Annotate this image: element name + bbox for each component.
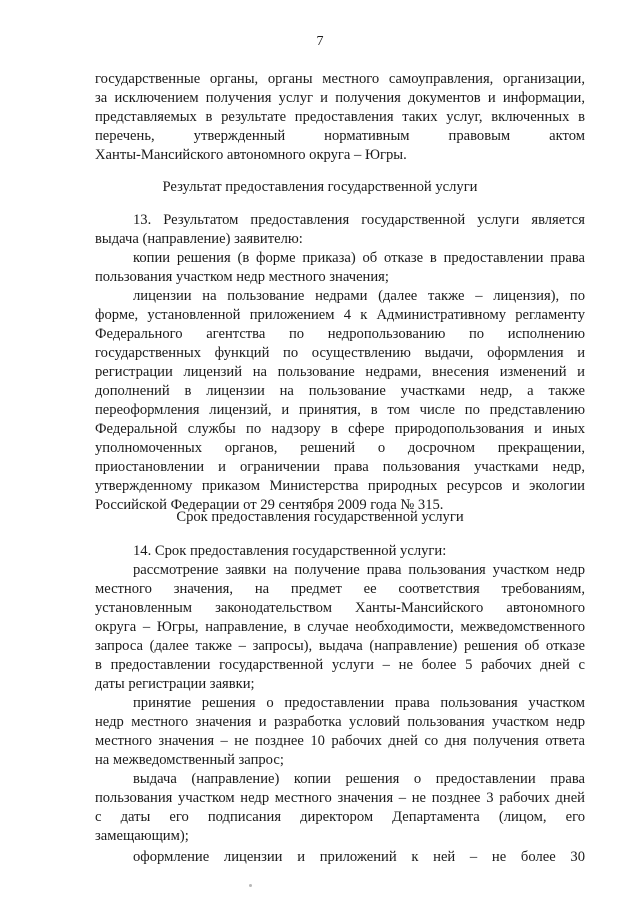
page-number: 7 [316,34,324,49]
text-line: на межведомственный запрос; [95,752,284,768]
text-line: местного значения, на предмет ее соответствия требованиям, [95,581,585,597]
text-line: 14. Срок предоставления государственной услуги: [133,543,447,559]
scan-speck [249,884,252,887]
text-line: пользования участком недр местного значения; [95,269,389,285]
text-line: переоформления лицензий, и принятия, в том числе по представлению [95,402,585,418]
text-line: представляемых в результате предоставления таких услуг, включенных в [95,109,585,125]
text-line: 13. Результатом предоставления государственной услуги является [133,212,585,228]
text-line: рассмотрение заявки на получение права пользования участком недр [133,562,585,578]
text-line: регистрации лицензий на пользование недрами, внесения изменений и [95,364,585,380]
text-line: за исключением получения услуг и получения документов и информации, [95,90,585,106]
text-line: пользования участком недр местного значения – не позднее 3 рабочих дней [95,790,585,806]
section-heading-result: Результат предоставления государственной услуги [162,179,478,195]
text-line: уполномоченных органов, решений о досрочном прекращении, [95,440,585,456]
text-line: приостановлении и ограничении права пользования участками недр, [95,459,585,475]
text-line: Федеральной службы по надзору в сфере природопользования и иных [95,421,585,437]
text-line: форме, установленной приложением 4 к Административному регламенту [95,307,585,323]
text-line: в предоставлении государственной услуги – не более 5 рабочих дней с [95,657,585,673]
text-line: округа – Югры, направление, в случае необходимости, межведомственного [95,619,585,635]
text-line: копии решения (в форме приказа) об отказе в предоставлении права [133,250,585,266]
text-line: выдача (направление) копии решения о предоставлении права [133,771,585,787]
text-line: дополнений в лицензии на пользование участками недр, а также [95,383,585,399]
text-line: запроса (далее также – запросы), выдача (направление) решения об отказе [95,638,585,654]
text-line: замещающим); [95,828,189,844]
text-line: даты регистрации заявки; [95,676,255,692]
text-line: недр местного значения и разработка условий пользования участком недр [95,714,585,730]
text-line: принятие решения о предоставлении права пользования участком [133,695,585,711]
text-line: установленным законодательством Ханты-Мансийского автономного [95,600,585,616]
text-line: утвержденному приказом Министерства природных ресурсов и экологии [95,478,585,494]
text-line: лицензии на пользование недрами (далее также – лицензия), по [133,288,585,304]
section-heading-term: Срок предоставления государственной услуги [176,509,464,525]
text-line: государственных функций по осуществлению выдачи, оформления и [95,345,585,361]
text-line: перечень, утвержденный нормативным правовым актом [95,128,585,144]
text-line: государственные органы, органы местного самоуправления, организации, [95,71,585,87]
text-line: выдача (направление) заявителю: [95,231,303,247]
text-line: местного значения – не позднее 10 рабочих дней со дня получения ответа [95,733,585,749]
text-line: Российской Федерации от 29 сентября 2009 года № 315. [95,497,444,513]
text-line: с даты его подписания директором Департамента (лицом, его [95,809,585,825]
text-line: Ханты-Мансийского автономного округа – Югры. [95,147,407,163]
text-line: Федерального агентства по недропользованию по исполнению [95,326,585,342]
text-line: оформление лицензии и приложений к ней – не более 30 [133,849,585,865]
